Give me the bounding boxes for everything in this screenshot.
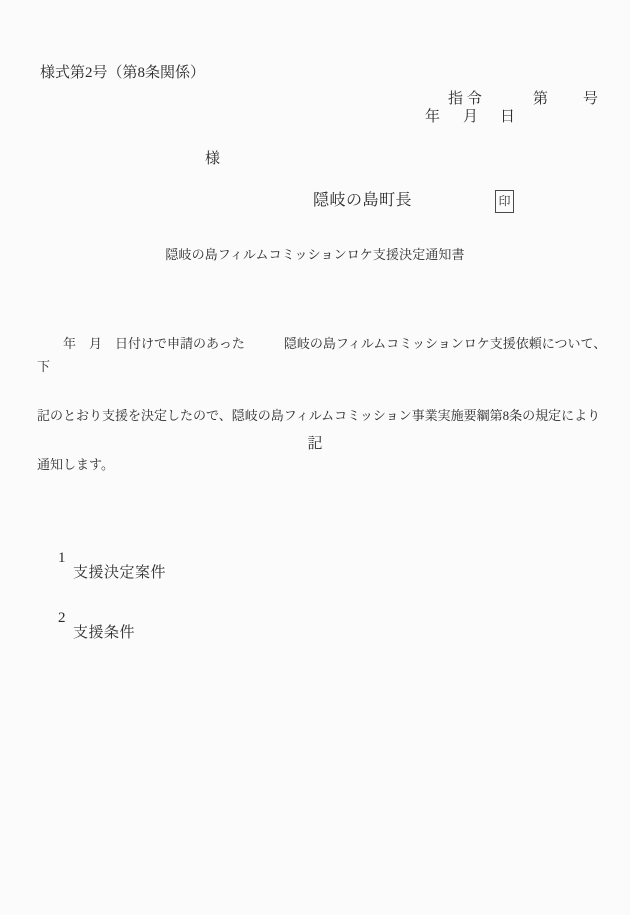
body-paragraph [37,306,617,502]
date-year-label: 年 [425,109,441,125]
list-item [43,536,166,596]
directive-label: 指 令 [448,91,482,107]
document-title: 隠岐の島フィルムコミッションロケ支援決定通知書 [165,247,465,262]
body-line: 記のとおり支援を決定したので、隠岐の島フィルムコミッション事業実施要綱第8条の規定により [37,408,601,423]
date-month-label: 月 [463,109,479,125]
form-number: 様式第2号（第8条関係） [40,65,206,81]
item-number: 1 [58,550,66,566]
record-marker: 記 [307,436,323,452]
issuer-name: 隠岐の島町長 [313,192,413,209]
body-line: 通知します。 [37,457,114,472]
addressee-honorific: 様 [205,151,221,167]
directive-number-suffix: 号 [583,91,599,107]
date-line [0,110,630,126]
date-day-label: 日 [500,109,516,125]
item-label: 支援条件 [73,625,136,641]
item-label: 支援決定案件 [73,565,167,581]
directive-number-prefix: 第 [533,91,549,107]
body-line: 年 月 日付けで申請のあった 隠岐の島フィルムコミッションロケ支援依頼について、下 [37,336,607,374]
item-number: 2 [58,610,66,626]
seal-stamp: 印 [495,190,514,213]
list-item [43,596,135,656]
directive-line [0,92,630,108]
